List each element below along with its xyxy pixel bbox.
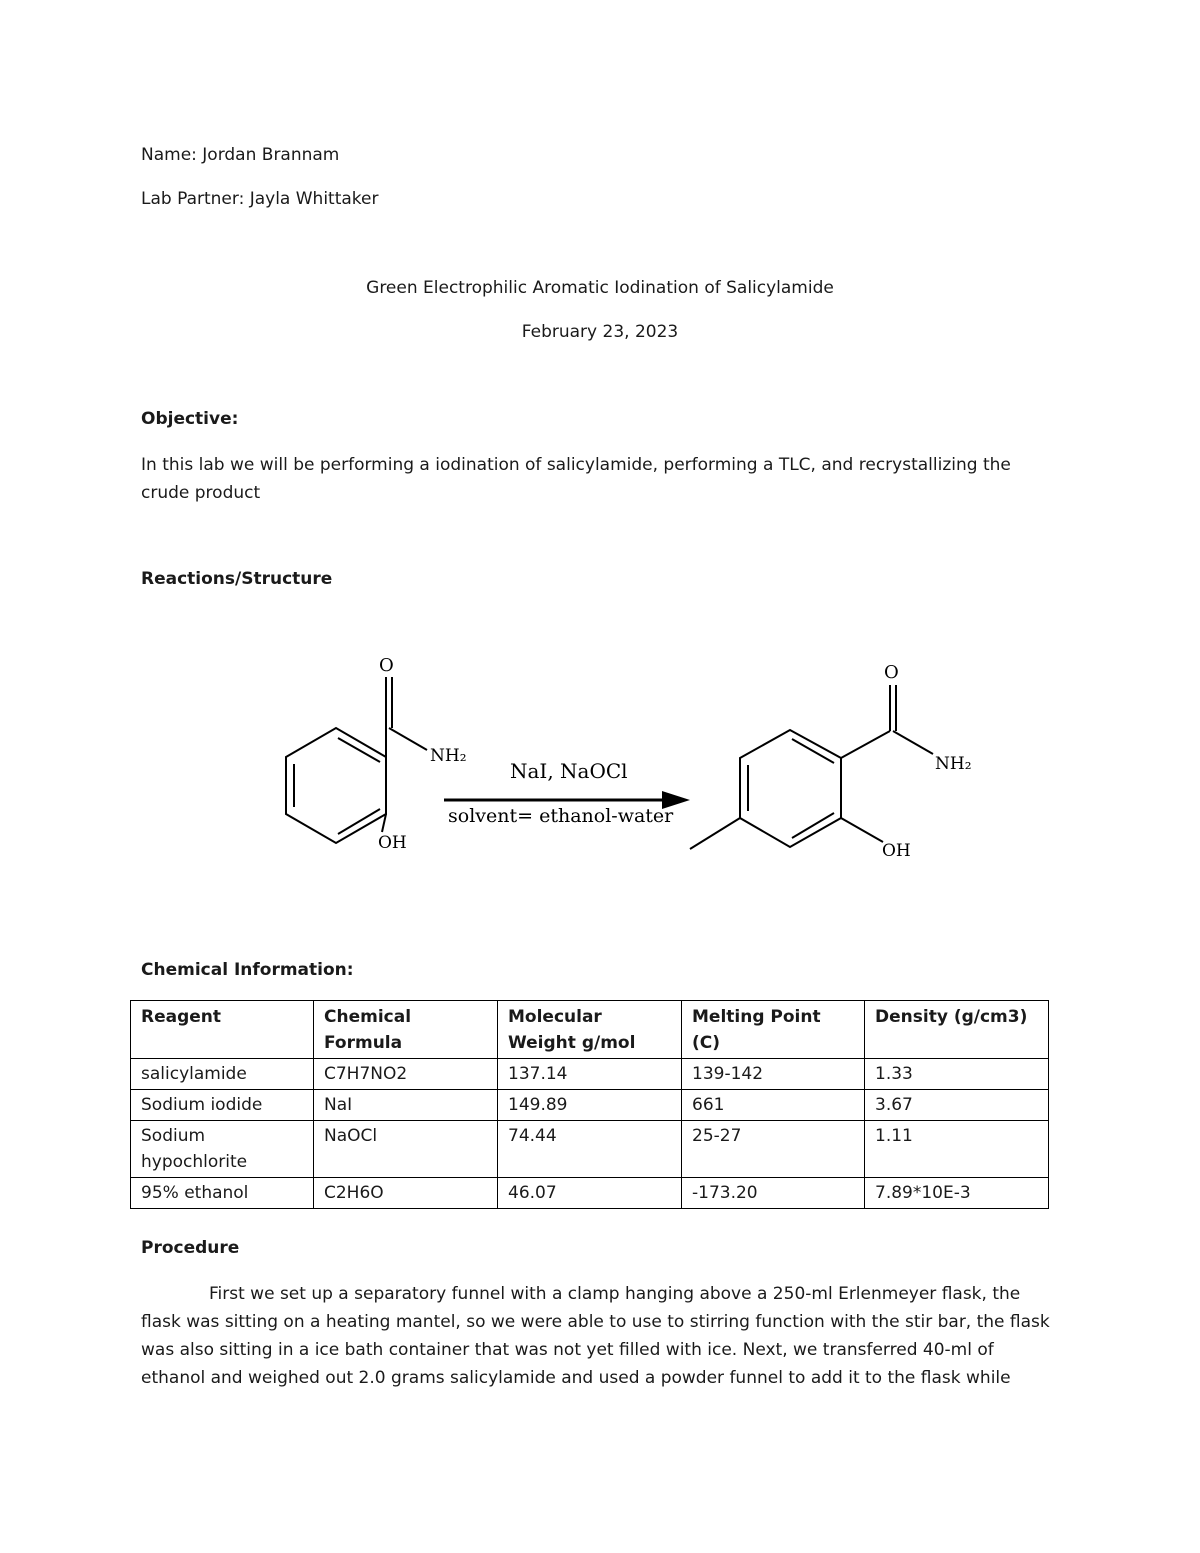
table-cell: 1.11 bbox=[865, 1121, 1049, 1178]
product-amide-label: NH₂ bbox=[935, 754, 972, 774]
product-structure bbox=[690, 685, 933, 849]
reactant-hydroxyl-label: OH bbox=[378, 833, 407, 853]
column-header: Chemical Formula bbox=[314, 1001, 498, 1059]
table-cell: 139-142 bbox=[682, 1059, 865, 1090]
chemical-info-table bbox=[130, 1000, 1049, 1209]
table-cell: NaI bbox=[314, 1090, 498, 1121]
table-cell: C7H7NO2 bbox=[314, 1059, 498, 1090]
procedure-text: First we set up a separatory funnel with a clamp hanging above a 250-ml Erlenmeyer flask, the flask was sitting on a heating mantel, so we were able to use to stirring function with the stir bar, the flask was also sitting in a ice bath container that was not yet filled with ice. Next, we transferred 40-ml of ethanol and weighed out 2.0 grams salicylamide and used a powder funnel to add it to the flask while bbox=[141, 1284, 1050, 1388]
product-benzene-ring bbox=[740, 730, 841, 847]
table-cell: 74.44 bbox=[498, 1121, 682, 1178]
column-header: Density (g/cm3) bbox=[865, 1001, 1049, 1059]
reactant-structure bbox=[286, 677, 427, 843]
table-row bbox=[131, 1121, 1049, 1178]
reaction-scheme bbox=[200, 640, 1000, 880]
lab-partner-line: Lab Partner: Jayla Whittaker bbox=[141, 189, 379, 209]
table-cell: C2H6O bbox=[314, 1178, 498, 1209]
table-row bbox=[131, 1178, 1049, 1209]
table-cell: 149.89 bbox=[498, 1090, 682, 1121]
table-cell: 3.67 bbox=[865, 1090, 1049, 1121]
table-cell: 7.89*10E-3 bbox=[865, 1178, 1049, 1209]
table-cell: 661 bbox=[682, 1090, 865, 1121]
table-cell: Sodium hypochlorite bbox=[131, 1121, 314, 1178]
table-cell: -173.20 bbox=[682, 1178, 865, 1209]
document-title: Green Electrophilic Aromatic Iodination of Salicylamide bbox=[366, 278, 834, 298]
table-cell: Sodium iodide bbox=[131, 1090, 314, 1121]
column-header: Molecular Weight g/mol bbox=[498, 1001, 682, 1059]
table-cell: 137.14 bbox=[498, 1059, 682, 1090]
product-hydroxyl-label: OH bbox=[882, 841, 911, 861]
product-carbonyl-oxygen: O bbox=[884, 662, 899, 683]
procedure-heading: Procedure bbox=[141, 1238, 240, 1258]
table-row bbox=[131, 1090, 1049, 1121]
reactant-carbonyl-oxygen: O bbox=[379, 655, 394, 676]
table-cell: NaOCl bbox=[314, 1121, 498, 1178]
reactant-benzene-ring bbox=[286, 728, 386, 843]
table-cell: 46.07 bbox=[498, 1178, 682, 1209]
chemical-info-heading: Chemical Information: bbox=[141, 960, 354, 980]
name-line: Name: Jordan Brannam bbox=[141, 145, 340, 165]
table-header-row bbox=[131, 1001, 1049, 1059]
solvent-label: solvent= ethanol-water bbox=[448, 805, 674, 827]
reagents-label: NaI, NaOCl bbox=[510, 759, 628, 783]
objective-heading: Objective: bbox=[141, 409, 239, 429]
table-cell: 25-27 bbox=[682, 1121, 865, 1178]
document-date: February 23, 2023 bbox=[521, 322, 679, 342]
objective-text: In this lab we will be performing a iodination of salicylamide, performing a TLC, and recrystallizing the crude product bbox=[141, 455, 1011, 503]
column-header: Reagent bbox=[131, 1001, 314, 1059]
column-header: Melting Point (C) bbox=[682, 1001, 865, 1059]
table-cell: 1.33 bbox=[865, 1059, 1049, 1090]
table-row bbox=[131, 1059, 1049, 1090]
table-cell: salicylamide bbox=[131, 1059, 314, 1090]
reactant-amide-label: NH₂ bbox=[430, 746, 467, 766]
reactions-heading: Reactions/Structure bbox=[141, 569, 333, 589]
table-cell: 95% ethanol bbox=[131, 1178, 314, 1209]
